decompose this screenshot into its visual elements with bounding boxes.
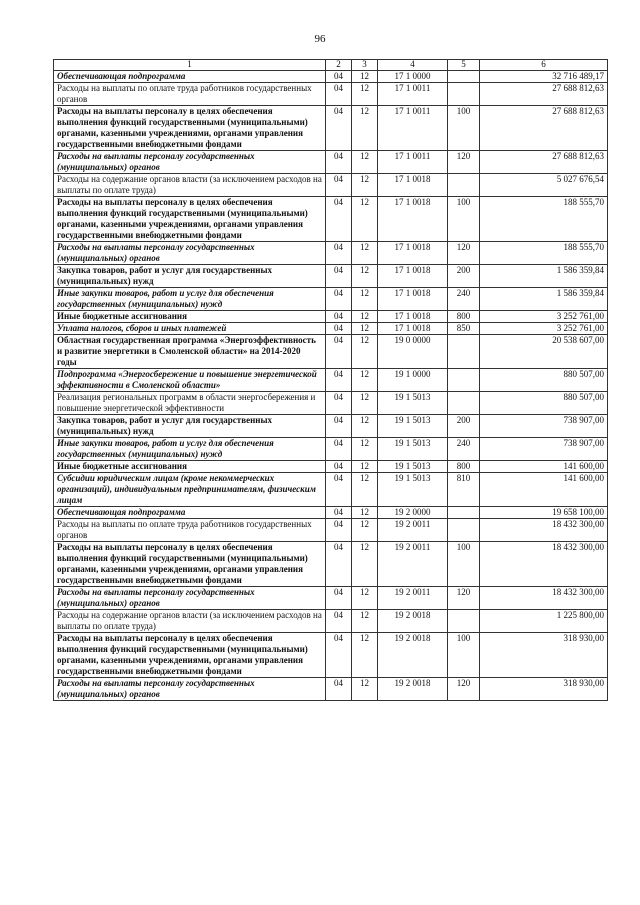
row-target-code-cell: 17 1 0011 [378,151,448,174]
row-section-cell: 04 [326,369,352,392]
budget-table [53,59,608,701]
row-expense-type-cell: 810 [448,473,480,507]
row-target-code-cell: 19 1 5013 [378,415,448,438]
row-expense-type-cell: 120 [448,151,480,174]
row-name-cell: Расходы на выплаты персоналу государственных (муниципальных) органов [54,242,326,265]
row-subsection-cell: 12 [352,197,378,242]
row-section-cell: 04 [326,415,352,438]
row-expense-type-cell [448,83,480,106]
table-row [54,197,608,242]
row-name-cell: Иные бюджетные ассигнования [54,311,326,323]
row-amount-cell: 188 555,70 [480,242,608,265]
row-amount-cell: 738 907,00 [480,415,608,438]
header-col-4: 4 [378,60,448,71]
row-name-cell: Иные закупки товаров, работ и услуг для обеспечения государственных (муниципальных) нужд [54,438,326,461]
row-amount-cell: 27 688 812,63 [480,83,608,106]
row-subsection-cell: 12 [352,678,378,701]
row-name-cell: Обеспечивающая подпрограмма [54,507,326,519]
row-expense-type-cell: 100 [448,633,480,678]
row-amount-cell: 5 027 676,54 [480,174,608,197]
table-row [54,587,608,610]
table-row [54,83,608,106]
row-section-cell: 04 [326,288,352,311]
table-body [54,71,608,701]
table-row [54,633,608,678]
header-row [54,60,608,71]
row-section-cell: 04 [326,335,352,369]
header-col-2: 2 [326,60,352,71]
row-subsection-cell: 12 [352,473,378,507]
row-amount-cell: 32 716 489,17 [480,71,608,83]
row-amount-cell: 18 432 300,00 [480,519,608,542]
row-expense-type-cell [448,174,480,197]
row-amount-cell: 188 555,70 [480,197,608,242]
table-row [54,335,608,369]
row-target-code-cell: 19 1 5013 [378,392,448,415]
row-name-cell: Расходы на содержание органов власти (за исключением расходов на выплаты по оплате труда) [54,610,326,633]
row-expense-type-cell: 120 [448,587,480,610]
row-target-code-cell: 19 1 5013 [378,461,448,473]
row-target-code-cell: 19 2 0011 [378,542,448,587]
row-expense-type-cell [448,507,480,519]
row-section-cell: 04 [326,633,352,678]
row-expense-type-cell: 800 [448,311,480,323]
row-subsection-cell: 12 [352,415,378,438]
row-subsection-cell: 12 [352,71,378,83]
row-target-code-cell: 19 1 0000 [378,369,448,392]
row-section-cell: 04 [326,174,352,197]
page-number: 96 [314,33,326,45]
row-amount-cell: 18 432 300,00 [480,587,608,610]
table-row [54,323,608,335]
table-row [54,461,608,473]
row-amount-cell: 20 538 607,00 [480,335,608,369]
row-name-cell: Обеспечивающая подпрограмма [54,71,326,83]
row-name-cell: Расходы на выплаты персоналу государственных (муниципальных) органов [54,151,326,174]
row-name-cell: Закупка товаров, работ и услуг для государственных (муниципальных) нужд [54,265,326,288]
table-row [54,106,608,151]
row-expense-type-cell [448,335,480,369]
row-section-cell: 04 [326,519,352,542]
row-section-cell: 04 [326,323,352,335]
table-row [54,610,608,633]
table-row [54,174,608,197]
row-name-cell: Расходы на выплаты персоналу в целях обеспечения выполнения функций государственными (муниципальными) органами, казенными учреждениями, органами управления государственными внебюджетными фондами [54,542,326,587]
row-subsection-cell: 12 [352,83,378,106]
row-expense-type-cell [448,71,480,83]
row-amount-cell: 27 688 812,63 [480,106,608,151]
row-expense-type-cell: 850 [448,323,480,335]
row-expense-type-cell [448,519,480,542]
row-subsection-cell: 12 [352,106,378,151]
row-target-code-cell: 19 2 0018 [378,610,448,633]
row-section-cell: 04 [326,438,352,461]
table-row [54,678,608,701]
row-amount-cell: 318 930,00 [480,678,608,701]
row-target-code-cell: 17 1 0018 [378,242,448,265]
row-subsection-cell: 12 [352,519,378,542]
table-row [54,265,608,288]
table-row [54,542,608,587]
row-target-code-cell: 19 1 5013 [378,438,448,461]
table-row [54,473,608,507]
row-amount-cell: 1 586 359,84 [480,265,608,288]
row-expense-type-cell: 800 [448,461,480,473]
table-row [54,71,608,83]
row-name-cell: Подпрограмма «Энергосбережение и повышение энергетической эффективности в Смоленской области» [54,369,326,392]
row-target-code-cell: 19 2 0018 [378,678,448,701]
row-section-cell: 04 [326,242,352,265]
row-expense-type-cell: 240 [448,438,480,461]
row-section-cell: 04 [326,587,352,610]
row-target-code-cell: 17 1 0018 [378,311,448,323]
row-subsection-cell: 12 [352,438,378,461]
row-target-code-cell: 19 1 5013 [378,473,448,507]
row-subsection-cell: 12 [352,392,378,415]
row-expense-type-cell: 120 [448,678,480,701]
row-section-cell: 04 [326,542,352,587]
row-amount-cell: 318 930,00 [480,633,608,678]
row-name-cell: Расходы на выплаты персоналу государственных (муниципальных) органов [54,587,326,610]
row-subsection-cell: 12 [352,335,378,369]
row-expense-type-cell: 100 [448,197,480,242]
row-subsection-cell: 12 [352,507,378,519]
table-row [54,415,608,438]
row-target-code-cell: 17 1 0018 [378,265,448,288]
row-section-cell: 04 [326,311,352,323]
row-section-cell: 04 [326,678,352,701]
row-subsection-cell: 12 [352,151,378,174]
row-subsection-cell: 12 [352,610,378,633]
row-target-code-cell: 19 0 0000 [378,335,448,369]
row-name-cell: Уплата налогов, сборов и иных платежей [54,323,326,335]
row-section-cell: 04 [326,71,352,83]
header-col-5: 5 [448,60,480,71]
row-section-cell: 04 [326,507,352,519]
row-name-cell: Расходы на выплаты персоналу государственных (муниципальных) органов [54,678,326,701]
row-amount-cell: 19 658 100,00 [480,507,608,519]
row-amount-cell: 880 507,00 [480,392,608,415]
table-row [54,507,608,519]
row-target-code-cell: 17 1 0018 [378,323,448,335]
row-section-cell: 04 [326,461,352,473]
table-row [54,151,608,174]
table-row [54,288,608,311]
row-target-code-cell: 19 2 0000 [378,507,448,519]
row-name-cell: Расходы на выплаты по оплате труда работников государственных органов [54,519,326,542]
row-amount-cell: 141 600,00 [480,461,608,473]
row-target-code-cell: 17 1 0018 [378,174,448,197]
row-subsection-cell: 12 [352,323,378,335]
table-row [54,438,608,461]
row-name-cell: Расходы на выплаты персоналу в целях обеспечения выполнения функций государственными (муниципальными) органами, казенными учреждениями, органами управления государственными внебюджетными фондами [54,106,326,151]
row-subsection-cell: 12 [352,311,378,323]
row-expense-type-cell: 120 [448,242,480,265]
row-name-cell: Расходы на содержание органов власти (за исключением расходов на выплаты по оплате труда) [54,174,326,197]
row-section-cell: 04 [326,197,352,242]
row-expense-type-cell: 100 [448,106,480,151]
row-target-code-cell: 19 2 0018 [378,633,448,678]
row-amount-cell: 1 225 800,00 [480,610,608,633]
row-subsection-cell: 12 [352,174,378,197]
header-col-6: 6 [480,60,608,71]
row-expense-type-cell: 240 [448,288,480,311]
row-subsection-cell: 12 [352,587,378,610]
row-target-code-cell: 19 2 0011 [378,519,448,542]
row-expense-type-cell [448,392,480,415]
row-section-cell: 04 [326,265,352,288]
row-amount-cell: 27 688 812,63 [480,151,608,174]
row-subsection-cell: 12 [352,633,378,678]
row-expense-type-cell: 200 [448,265,480,288]
row-name-cell: Расходы на выплаты персоналу в целях обеспечения выполнения функций государственными (муниципальными) органами, казенными учреждениями, органами управления государственными внебюджетными фондами [54,197,326,242]
table-row [54,519,608,542]
row-subsection-cell: 12 [352,369,378,392]
header-col-1: 1 [54,60,326,71]
row-amount-cell: 3 252 761,00 [480,311,608,323]
row-subsection-cell: 12 [352,288,378,311]
row-section-cell: 04 [326,473,352,507]
row-section-cell: 04 [326,392,352,415]
row-name-cell: Иные закупки товаров, работ и услуг для обеспечения государственных (муниципальных) нужд [54,288,326,311]
row-name-cell: Иные бюджетные ассигнования [54,461,326,473]
row-name-cell: Реализация региональных программ в области энергосбережения и повышение энергетической эффективности [54,392,326,415]
header-col-3: 3 [352,60,378,71]
table-row [54,369,608,392]
row-amount-cell: 880 507,00 [480,369,608,392]
row-subsection-cell: 12 [352,461,378,473]
row-target-code-cell: 17 1 0018 [378,197,448,242]
row-target-code-cell: 17 1 0011 [378,106,448,151]
row-subsection-cell: 12 [352,265,378,288]
row-subsection-cell: 12 [352,242,378,265]
row-name-cell: Закупка товаров, работ и услуг для государственных (муниципальных) нужд [54,415,326,438]
row-expense-type-cell [448,610,480,633]
row-name-cell: Расходы на выплаты по оплате труда работников государственных органов [54,83,326,106]
row-section-cell: 04 [326,610,352,633]
row-amount-cell: 738 907,00 [480,438,608,461]
row-target-code-cell: 17 1 0018 [378,288,448,311]
row-section-cell: 04 [326,83,352,106]
row-target-code-cell: 17 1 0000 [378,71,448,83]
row-subsection-cell: 12 [352,542,378,587]
row-expense-type-cell: 100 [448,542,480,587]
row-amount-cell: 18 432 300,00 [480,542,608,587]
table-row [54,311,608,323]
row-target-code-cell: 17 1 0011 [378,83,448,106]
row-expense-type-cell: 200 [448,415,480,438]
row-name-cell: Субсидии юридическим лицам (кроме некоммерческих организаций), индивидуальным предпринимателям, физическим лицам [54,473,326,507]
table-row [54,242,608,265]
row-section-cell: 04 [326,151,352,174]
row-expense-type-cell [448,369,480,392]
table-row [54,392,608,415]
row-section-cell: 04 [326,106,352,151]
row-name-cell: Расходы на выплаты персоналу в целях обеспечения выполнения функций государственными (муниципальными) органами, казенными учреждениями, органами управления государственными внебюджетными фондами [54,633,326,678]
row-amount-cell: 141 600,00 [480,473,608,507]
row-amount-cell: 3 252 761,00 [480,323,608,335]
row-target-code-cell: 19 2 0011 [378,587,448,610]
row-amount-cell: 1 586 359,84 [480,288,608,311]
row-name-cell: Областная государственная программа «Энергоэффективность и развитие энергетики в Смоленской области» на 2014-2020 годы [54,335,326,369]
